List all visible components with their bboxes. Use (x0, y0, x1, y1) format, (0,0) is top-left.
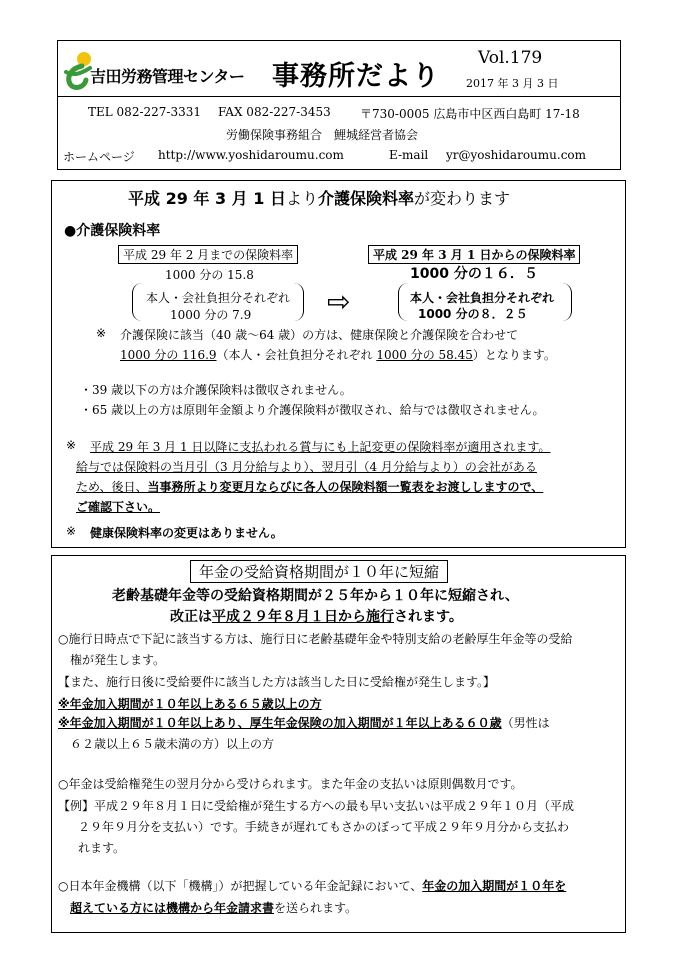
title-rate: 介護保険料率 (317, 189, 414, 208)
p3-line2-tail: を送られます。 (274, 901, 358, 915)
condition-60 (58, 714, 550, 731)
bonus-line4: ご確認下さい。 (76, 500, 161, 514)
p1-line2: 権が発生します。 (70, 653, 166, 667)
example-line1: 【例】平成２９年８月１日に受給権が発生する方への最も早い支払いは平成２９年１０月（平成 (58, 799, 575, 813)
homepage-link[interactable]: http://www.yoshidaroumu.com (158, 148, 344, 162)
section1-title (128, 186, 510, 209)
homepage-label: ホームページ (63, 150, 135, 164)
lead2-suffix: されます。 (394, 609, 463, 625)
p1-line1: ○施行日時点で下記に該当する方は、施行日に老齢基礎年金や特別支給の老齢厚生年金等の受給 (58, 632, 573, 646)
note-tail: ）となります。 (472, 348, 556, 362)
note-mark: ※ (96, 326, 107, 340)
bonus-line1: 平成 29 年 3 月 1 日以降に支払われる賞与にも上記変更の保険料率が適用されます。 (90, 440, 551, 454)
bonus-line3 (76, 478, 543, 495)
newsletter-title: 事務所だより (272, 61, 440, 92)
p3-line1-emphasis: 年金の加入期間が１０年を (422, 879, 567, 893)
email-link[interactable]: yr@yoshidaroumu.com (446, 148, 587, 162)
note-split-text: （本人・会社負担分それぞれ (216, 348, 377, 362)
care-rate-subheading: ●介護保険料率 (64, 223, 161, 239)
care-note-line1: 介護保険に該当（40 歳～64 歳）の方は、健康保険と介護保険を合わせて (120, 328, 519, 342)
title-from: より (285, 189, 318, 208)
lead2-prefix: 改正は (170, 609, 212, 625)
title-date: 平成 29 年 3 月 1 日 (128, 189, 286, 208)
bullet-under-39: ・39 歳以下の方は介護保険料は徴収されません。 (80, 383, 352, 397)
email-label: E-mail (389, 148, 429, 162)
condition-60-line2: ６２歳以上６５歳未満の方）以上の方 (70, 737, 275, 751)
header-fax: FAX 082-227-3453 (218, 105, 331, 119)
before-rate: 1000 分の 15.8 (165, 268, 254, 282)
care-note-line2 (120, 346, 556, 363)
after-split-rate: 1000 分の８．２５ (418, 307, 528, 321)
pension-title: 年金の受給資格期間が１０年に短縮 (190, 560, 448, 583)
issue-date: 2017 年 3 月 3 日 (466, 77, 559, 90)
p1-note: 【また、施行日後に受給要件に該当した方は該当した日に受給権が発生します。】 (58, 675, 496, 689)
condition-65: ※年金加入期間が１０年以上ある６５歳以上の方 (58, 697, 322, 711)
example-line2: ２９年９月分を支払い）です。手続きが遅れてもさかのぼって平成２９年９月分から支払わ (78, 820, 570, 834)
condition-60-note: （男性は (501, 716, 550, 730)
p2-line1: ○年金は受給権発生の翌月分から受けられます。また年金の支払いは原則偶数月です。 (58, 777, 523, 791)
total-rate: 1000 分の 116.9 (120, 348, 217, 362)
bullet-over-65: ・65 歳以上の方は原則年金額より介護保険料が徴収され、給与では徴収されません。 (80, 403, 545, 417)
header-divider (57, 96, 621, 97)
before-rate-label: 平成 29 年 2 月までの保険料率 (118, 245, 298, 264)
org-name: 吉田労務管理センター (90, 67, 245, 86)
health-mark: ※ (66, 524, 77, 538)
header-address: 〒730-0005 広島市中区西白島町 17-18 (360, 107, 580, 121)
bonus-line3-emphasis: 当事務所より変更月ならびに各人の保険料額一覧表をお渡ししますので、 (147, 480, 544, 494)
volume-number: Vol.179 (478, 48, 543, 68)
arrow-right-icon: ⇨ (327, 285, 351, 318)
p3-line2-emphasis: 超えている方には機構から年金請求書 (70, 901, 275, 915)
p3-line2 (70, 899, 357, 916)
after-split-label: 本人・会社負担分それぞれ (410, 291, 555, 305)
pension-lead2 (170, 606, 463, 626)
bonus-line3-lead: ため、後日、 (76, 480, 148, 494)
after-rate-label: 平成 29 年 3 月 1 日からの保険料率 (368, 245, 580, 264)
header-associations: 労働保険事務組合 鯉城経営者協会 (226, 128, 419, 142)
split-total-rate: 1000 分の 58.45 (376, 348, 473, 362)
condition-60-emphasis: ※年金加入期間が１０年以上あり、厚生年金保険の加入期間が１年以上ある６０歳 (58, 716, 502, 730)
example-line3: れます。 (78, 841, 126, 855)
bonus-mark: ※ (66, 438, 77, 452)
bonus-line2: 給与では保険料の当月引（3 月分給与より）、翌月引（4 月分給与より）の会社がある (76, 460, 537, 474)
before-split-label: 本人・会社負担分それぞれ (146, 291, 291, 305)
after-rate: 1000 分の１６．５ (410, 266, 538, 282)
p3-line1-lead: ○日本年金機構（以下「機構」）が把握している年金記録において、 (58, 879, 423, 893)
before-split-rate: 1000 分の 7.9 (170, 308, 252, 322)
pension-lead1: 老齢基礎年金等の受給資格期間が２５年から１０年に短縮され、 (112, 588, 519, 604)
p3-line1 (58, 877, 566, 894)
title-change: が変わります (414, 189, 511, 208)
header-tel: TEL 082-227-3331 (88, 105, 202, 119)
enforcement-date: 平成２９年８月１日から施行 (212, 609, 394, 625)
health-note: 健康保険料率の変更はありません。 (90, 526, 283, 540)
